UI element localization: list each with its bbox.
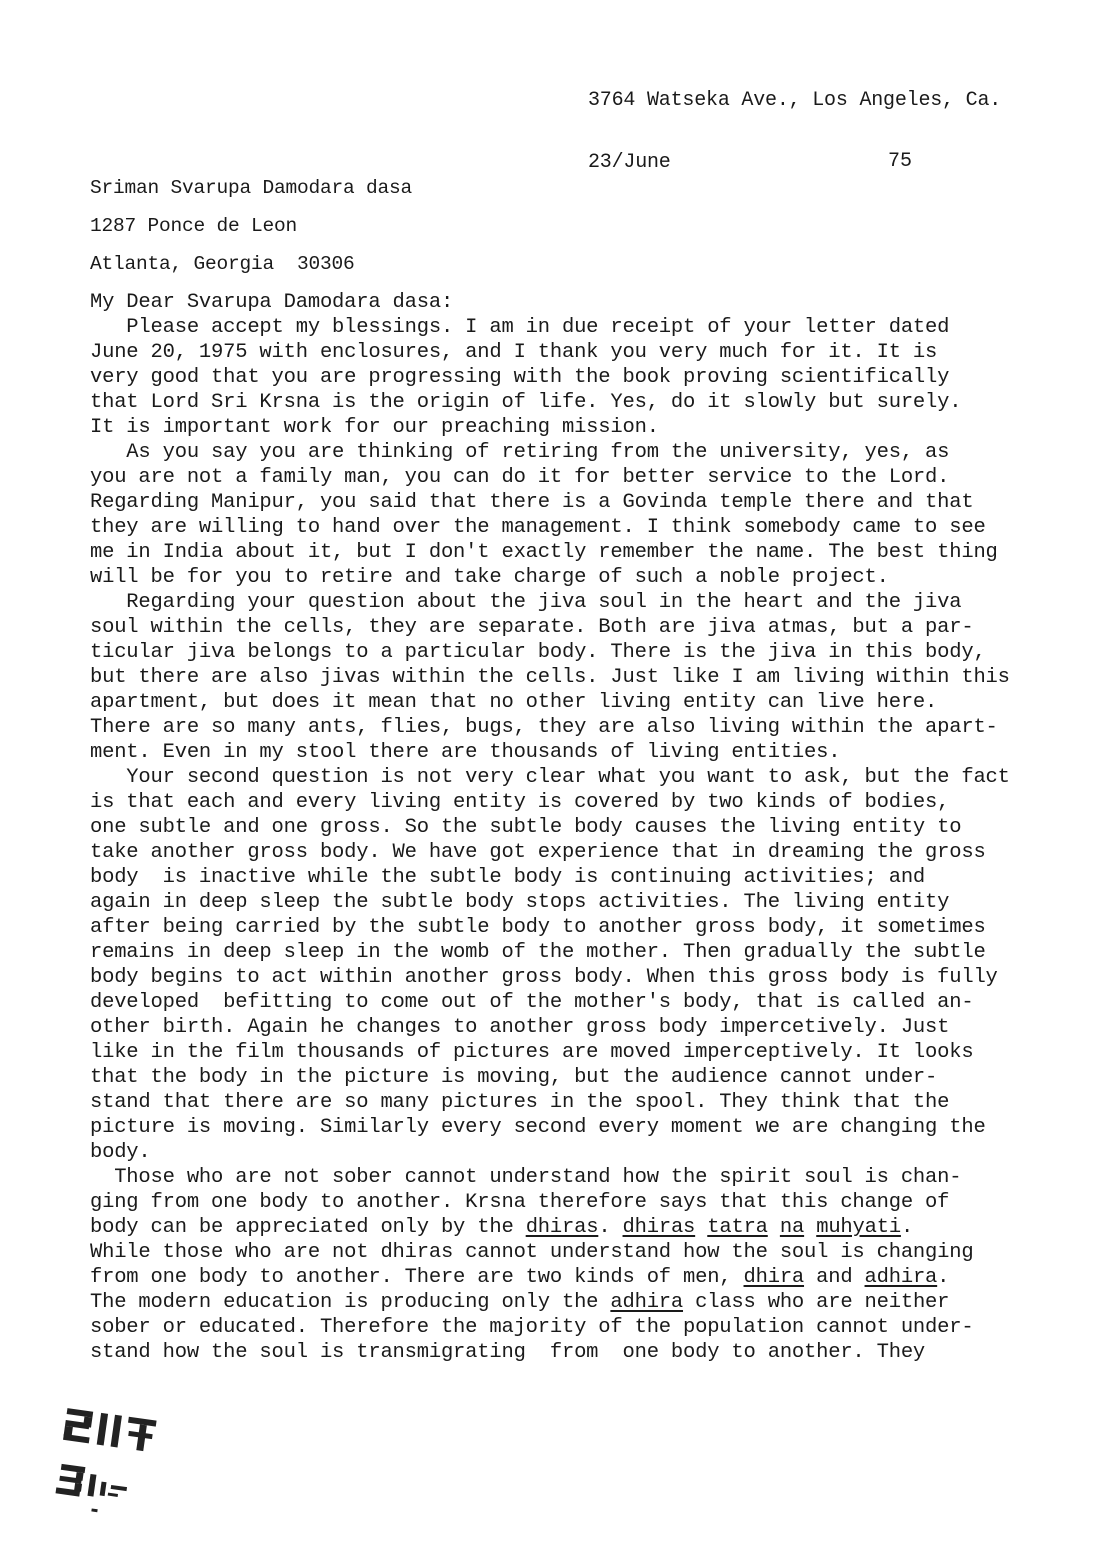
body-line: body begins to act within another gross body. When this gross body is fully bbox=[90, 966, 998, 989]
body-line: Regarding your question about the jiva soul in the heart and the jiva bbox=[90, 591, 962, 614]
recipient-street: 1287 Ponce de Leon bbox=[90, 215, 298, 237]
underlined-word: dhiras bbox=[622, 1216, 696, 1239]
body-line: developed befitting to come out of the mother's body, that is called an- bbox=[90, 991, 974, 1014]
body-line: will be for you to retire and take charge of such a noble project. bbox=[90, 566, 889, 589]
body-line: stand how the soul is transmigrating from one body to another. They bbox=[90, 1341, 926, 1364]
body-line: one subtle and one gross. So the subtle body causes the living entity to bbox=[90, 816, 962, 839]
body-line: stand that there are so many pictures in the spool. They think that the bbox=[90, 1091, 950, 1114]
body-line: While those who are not dhiras cannot understand how the soul is changing bbox=[90, 1241, 974, 1264]
underlined-word: tatra bbox=[707, 1216, 768, 1239]
body-line: other birth. Again he changes to another gross body impercetively. Just bbox=[90, 1016, 950, 1039]
recipient-city: Atlanta, Georgia 30306 bbox=[90, 253, 355, 275]
body-line: very good that you are progressing with the book proving scientifically bbox=[90, 366, 950, 389]
underlined-word: muhyati bbox=[816, 1216, 901, 1239]
body-line: is that each and every living entity is covered by two kinds of bodies, bbox=[90, 791, 950, 814]
sender-address: 3764 Watseka Ave., Los Angeles, Ca. bbox=[588, 89, 1002, 112]
body-line: from one body to another. There are two kinds of men, dhira and adhira. bbox=[90, 1266, 950, 1289]
salutation: My Dear Svarupa Damodara dasa: bbox=[90, 291, 454, 314]
body-line: that the body in the picture is moving, but the audience cannot under- bbox=[90, 1066, 938, 1089]
body-line: body. bbox=[90, 1141, 151, 1164]
body-line: after being carried by the subtle body to another gross body, it sometimes bbox=[90, 916, 986, 939]
body-line: The modern education is producing only the adhira class who are neither bbox=[90, 1291, 950, 1314]
body-line: you are not a family man, you can do it for better service to the Lord. bbox=[90, 466, 950, 489]
body-line: they are willing to hand over the management. I think somebody came to see bbox=[90, 516, 986, 539]
body-line: sober or educated. Therefore the majority of the population cannot under- bbox=[90, 1316, 974, 1339]
body-line: Those who are not sober cannot understand how the spirit soul is chan- bbox=[90, 1166, 962, 1189]
body-line: picture is moving. Similarly every second every moment we are changing the bbox=[90, 1116, 986, 1139]
body-line: There are so many ants, flies, bugs, they are also living within the apart- bbox=[90, 716, 998, 739]
underlined-word: na bbox=[779, 1216, 805, 1239]
body-line: remains in deep sleep in the womb of the mother. Then gradually the subtle bbox=[90, 941, 986, 964]
body-line: It is important work for our preaching mission. bbox=[90, 416, 659, 439]
underlined-word: adhira bbox=[864, 1266, 938, 1289]
body-line: take another gross body. We have got experience that in dreaming the gross bbox=[90, 841, 986, 864]
body-line: that Lord Sri Krsna is the origin of life. Yes, do it slowly but surely. bbox=[90, 391, 962, 414]
body-line: like in the film thousands of pictures are moved imperceptively. It looks bbox=[90, 1041, 974, 1064]
underlined-word: dhira bbox=[743, 1266, 805, 1289]
recipient-name: Sriman Svarupa Damodara dasa bbox=[90, 177, 413, 199]
body-line: soul within the cells, they are separate. Both are jiva atmas, but a par- bbox=[90, 616, 974, 639]
letter-year: 75 bbox=[888, 150, 913, 173]
body-line: but there are also jivas within the cells. Just like I am living within this bbox=[90, 666, 1010, 689]
body-line: ticular jiva belongs to a particular body. There is the jiva in this body, bbox=[90, 641, 986, 664]
body-line: apartment, but does it mean that no other living entity can live here. bbox=[90, 691, 938, 714]
body-line: body can be appreciated only by the dhiras. dhiras tatra na muhyati. bbox=[90, 1216, 914, 1239]
letter-date: 23/June bbox=[588, 151, 671, 174]
body-line: June 20, 1975 with enclosures, and I thank you very much for it. It is bbox=[90, 341, 938, 364]
body-line: again in deep sleep the subtle body stops activities. The living entity bbox=[90, 891, 950, 914]
body-line: Your second question is not very clear what you want to ask, but the fact bbox=[90, 766, 1010, 789]
body-line: body is inactive while the subtle body is continuing activities; and bbox=[90, 866, 926, 889]
body-line: me in India about it, but I don't exactly remember the name. The best thing bbox=[90, 541, 998, 564]
body-line: Please accept my blessings. I am in due receipt of your letter dated bbox=[90, 316, 950, 339]
file-stamp-image bbox=[48, 1405, 178, 1530]
body-line: ment. Even in my stool there are thousands of living entities. bbox=[90, 741, 841, 764]
underlined-word: dhiras bbox=[525, 1216, 599, 1239]
body-line: Regarding Manipur, you said that there is a Govinda temple there and that bbox=[90, 491, 974, 514]
underlined-word: adhira bbox=[610, 1291, 684, 1314]
body-line: ging from one body to another. Krsna therefore says that this change of bbox=[90, 1191, 950, 1214]
body-line: As you say you are thinking of retiring from the university, yes, as bbox=[90, 441, 950, 464]
